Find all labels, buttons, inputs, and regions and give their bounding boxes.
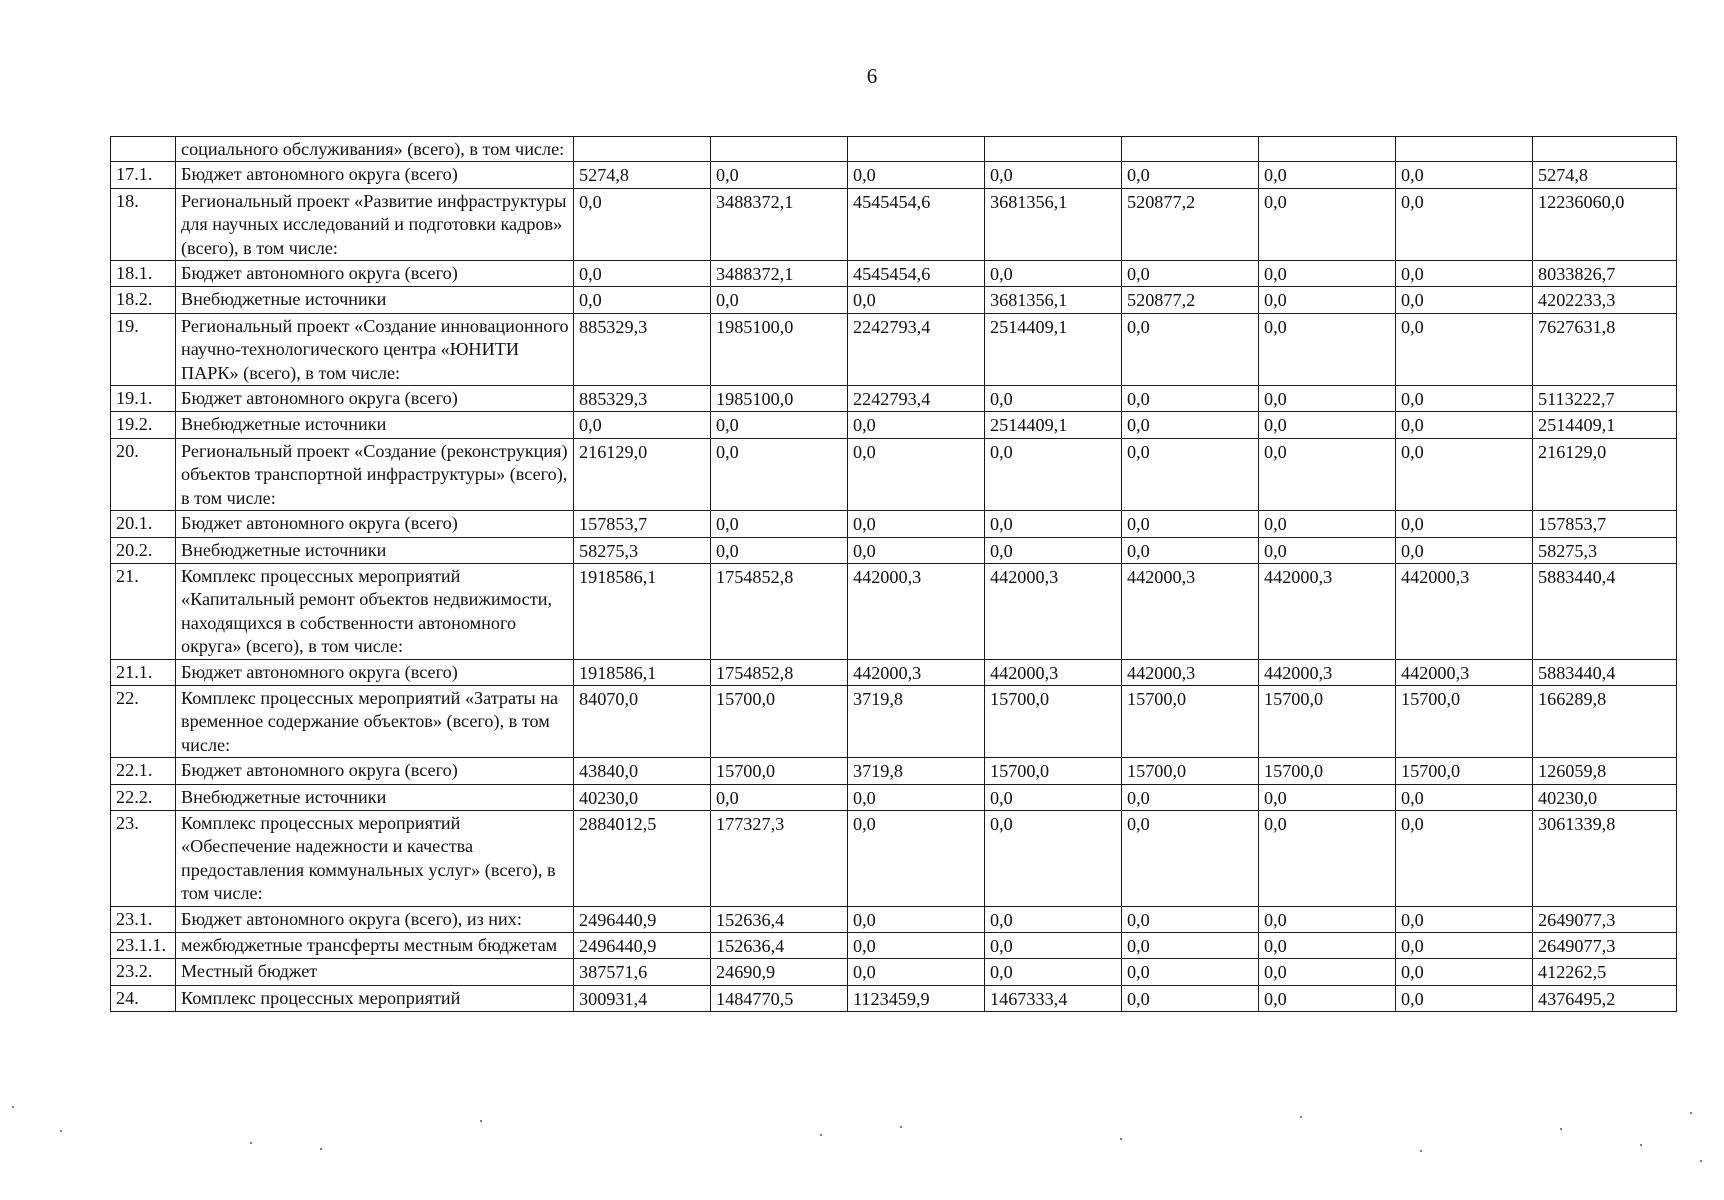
row-total-cell: 58275,3 bbox=[1533, 537, 1677, 563]
table-row bbox=[111, 758, 1677, 784]
table-row bbox=[111, 959, 1677, 985]
row-value-cell: 157853,7 bbox=[574, 511, 711, 537]
row-value-cell: 0,0 bbox=[1396, 386, 1533, 412]
row-total-cell bbox=[1533, 137, 1677, 162]
row-number-cell: 22.2. bbox=[111, 784, 176, 810]
row-value-cell: 0,0 bbox=[1259, 933, 1396, 959]
row-total-cell: 5113222,7 bbox=[1533, 386, 1677, 412]
row-value-cell: 0,0 bbox=[848, 511, 985, 537]
row-value-cell: 0,0 bbox=[711, 287, 848, 313]
row-number-cell: 19.2. bbox=[111, 412, 176, 438]
row-value-cell: 442000,3 bbox=[848, 659, 985, 685]
row-number-cell: 18.2. bbox=[111, 287, 176, 313]
row-name-cell: Бюджет автономного округа (всего) bbox=[176, 386, 574, 412]
table-row bbox=[111, 511, 1677, 537]
row-value-cell: 0,0 bbox=[1122, 985, 1259, 1011]
row-value-cell: 0,0 bbox=[1259, 412, 1396, 438]
row-value-cell bbox=[985, 137, 1122, 162]
row-value-cell: 216129,0 bbox=[574, 438, 711, 510]
row-value-cell: 15700,0 bbox=[711, 758, 848, 784]
row-value-cell: 520877,2 bbox=[1122, 188, 1259, 260]
row-value-cell: 0,0 bbox=[1122, 438, 1259, 510]
row-number-cell: 18. bbox=[111, 188, 176, 260]
row-value-cell: 2496440,9 bbox=[574, 906, 711, 932]
row-value-cell: 2242793,4 bbox=[848, 313, 985, 385]
row-value-cell: 442000,3 bbox=[985, 659, 1122, 685]
row-value-cell: 520877,2 bbox=[1122, 287, 1259, 313]
row-value-cell: 15700,0 bbox=[1396, 685, 1533, 757]
row-name-cell: Внебюджетные источники bbox=[176, 537, 574, 563]
row-value-cell: 0,0 bbox=[711, 438, 848, 510]
row-total-cell: 8033826,7 bbox=[1533, 261, 1677, 287]
row-value-cell: 1985100,0 bbox=[711, 313, 848, 385]
row-name-cell: Внебюджетные источники bbox=[176, 287, 574, 313]
scan-speckle bbox=[60, 1130, 62, 1132]
row-number-cell: 21.1. bbox=[111, 659, 176, 685]
row-value-cell: 0,0 bbox=[1122, 959, 1259, 985]
row-value-cell: 442000,3 bbox=[1259, 563, 1396, 659]
row-value-cell: 1484770,5 bbox=[711, 985, 848, 1011]
row-value-cell: 152636,4 bbox=[711, 933, 848, 959]
row-number-cell: 21. bbox=[111, 563, 176, 659]
table-row bbox=[111, 412, 1677, 438]
row-value-cell: 15700,0 bbox=[1259, 685, 1396, 757]
row-value-cell: 0,0 bbox=[1122, 906, 1259, 932]
row-value-cell: 2496440,9 bbox=[574, 933, 711, 959]
row-value-cell: 1918586,1 bbox=[574, 659, 711, 685]
row-name-cell: Комплекс процессных мероприятий «Капитальный ремонт объектов недвижимости, находящихся в собственности автономного округа» (всего), в том числе: bbox=[176, 563, 574, 659]
row-value-cell: 0,0 bbox=[848, 438, 985, 510]
table-row bbox=[111, 188, 1677, 260]
row-value-cell: 0,0 bbox=[1259, 386, 1396, 412]
row-value-cell: 5274,8 bbox=[574, 162, 711, 188]
table-row bbox=[111, 906, 1677, 932]
row-name-cell: Региональный проект «Создание инновационного научно-технологического центра «ЮНИТИ ПАРК» (всего), в том числе: bbox=[176, 313, 574, 385]
row-value-cell bbox=[574, 137, 711, 162]
row-value-cell: 442000,3 bbox=[1396, 659, 1533, 685]
row-value-cell: 3488372,1 bbox=[711, 261, 848, 287]
table-row bbox=[111, 287, 1677, 313]
row-value-cell: 0,0 bbox=[848, 906, 985, 932]
table-row bbox=[111, 659, 1677, 685]
row-total-cell: 2649077,3 bbox=[1533, 933, 1677, 959]
row-value-cell: 0,0 bbox=[1259, 959, 1396, 985]
row-value-cell: 0,0 bbox=[1259, 537, 1396, 563]
row-name-cell: Бюджет автономного округа (всего) bbox=[176, 162, 574, 188]
row-name-cell: Региональный проект «Развитие инфраструктуры для научных исследований и подготовки кадров» (всего), в том числе: bbox=[176, 188, 574, 260]
row-value-cell bbox=[848, 137, 985, 162]
row-value-cell: 0,0 bbox=[1259, 261, 1396, 287]
row-number-cell: 20.2. bbox=[111, 537, 176, 563]
row-value-cell: 0,0 bbox=[1259, 188, 1396, 260]
row-value-cell: 0,0 bbox=[1259, 162, 1396, 188]
row-value-cell: 15700,0 bbox=[985, 685, 1122, 757]
row-value-cell: 0,0 bbox=[1396, 985, 1533, 1011]
row-value-cell: 0,0 bbox=[985, 810, 1122, 906]
row-value-cell: 0,0 bbox=[848, 412, 985, 438]
row-value-cell: 0,0 bbox=[985, 386, 1122, 412]
row-name-cell: Комплекс процессных мероприятий bbox=[176, 985, 574, 1011]
row-value-cell: 442000,3 bbox=[1122, 659, 1259, 685]
scan-speckle bbox=[1690, 1112, 1692, 1114]
row-value-cell: 0,0 bbox=[985, 933, 1122, 959]
row-total-cell: 2649077,3 bbox=[1533, 906, 1677, 932]
row-number-cell: 23. bbox=[111, 810, 176, 906]
row-value-cell: 0,0 bbox=[985, 438, 1122, 510]
row-value-cell: 0,0 bbox=[1396, 537, 1533, 563]
row-total-cell: 157853,7 bbox=[1533, 511, 1677, 537]
row-number-cell: 18.1. bbox=[111, 261, 176, 287]
row-value-cell: 1918586,1 bbox=[574, 563, 711, 659]
row-value-cell: 0,0 bbox=[985, 784, 1122, 810]
row-number-cell: 20.1. bbox=[111, 511, 176, 537]
row-value-cell: 0,0 bbox=[574, 261, 711, 287]
row-value-cell: 0,0 bbox=[1122, 162, 1259, 188]
row-value-cell: 58275,3 bbox=[574, 537, 711, 563]
table-row bbox=[111, 137, 1677, 162]
budget-table bbox=[110, 136, 1677, 1012]
row-value-cell: 300931,4 bbox=[574, 985, 711, 1011]
row-value-cell: 0,0 bbox=[1396, 784, 1533, 810]
table-row bbox=[111, 162, 1677, 188]
row-value-cell: 0,0 bbox=[985, 906, 1122, 932]
row-value-cell: 0,0 bbox=[1396, 287, 1533, 313]
row-number-cell: 19.1. bbox=[111, 386, 176, 412]
row-total-cell: 4202233,3 bbox=[1533, 287, 1677, 313]
row-value-cell: 2884012,5 bbox=[574, 810, 711, 906]
row-total-cell: 412262,5 bbox=[1533, 959, 1677, 985]
row-total-cell: 3061339,8 bbox=[1533, 810, 1677, 906]
row-name-cell: социального обслуживания» (всего), в том числе: bbox=[176, 137, 574, 162]
page-number: 6 bbox=[866, 64, 878, 88]
row-value-cell: 0,0 bbox=[1396, 313, 1533, 385]
row-value-cell: 0,0 bbox=[848, 933, 985, 959]
table-row bbox=[111, 537, 1677, 563]
row-value-cell: 0,0 bbox=[1396, 188, 1533, 260]
row-value-cell: 40230,0 bbox=[574, 784, 711, 810]
row-value-cell: 0,0 bbox=[848, 810, 985, 906]
row-value-cell: 15700,0 bbox=[1122, 685, 1259, 757]
row-number-cell: 17.1. bbox=[111, 162, 176, 188]
row-value-cell: 0,0 bbox=[985, 511, 1122, 537]
row-value-cell: 0,0 bbox=[711, 511, 848, 537]
row-value-cell: 0,0 bbox=[711, 412, 848, 438]
row-value-cell: 0,0 bbox=[985, 537, 1122, 563]
budget-table-container bbox=[110, 136, 1676, 1012]
row-value-cell: 152636,4 bbox=[711, 906, 848, 932]
row-value-cell: 0,0 bbox=[848, 959, 985, 985]
row-value-cell: 0,0 bbox=[711, 537, 848, 563]
row-name-cell: Региональный проект «Создание (реконструкция) объектов транспортной инфраструктуры» (всего), в том числе: bbox=[176, 438, 574, 510]
row-value-cell: 0,0 bbox=[574, 412, 711, 438]
table-row bbox=[111, 386, 1677, 412]
row-value-cell: 0,0 bbox=[1122, 784, 1259, 810]
row-value-cell: 0,0 bbox=[985, 261, 1122, 287]
row-value-cell: 1467333,4 bbox=[985, 985, 1122, 1011]
row-value-cell bbox=[1396, 137, 1533, 162]
row-value-cell: 0,0 bbox=[1259, 810, 1396, 906]
row-value-cell: 0,0 bbox=[1122, 386, 1259, 412]
row-value-cell: 442000,3 bbox=[1122, 563, 1259, 659]
row-value-cell: 15700,0 bbox=[1122, 758, 1259, 784]
scan-speckle bbox=[1640, 1144, 1642, 1146]
scan-speckle bbox=[1120, 1138, 1122, 1140]
row-value-cell: 0,0 bbox=[1259, 438, 1396, 510]
table-row bbox=[111, 933, 1677, 959]
scan-speckle bbox=[1300, 1116, 1302, 1118]
row-value-cell: 885329,3 bbox=[574, 313, 711, 385]
row-value-cell: 0,0 bbox=[1259, 985, 1396, 1011]
row-total-cell: 216129,0 bbox=[1533, 438, 1677, 510]
table-row bbox=[111, 261, 1677, 287]
row-value-cell: 0,0 bbox=[1122, 933, 1259, 959]
row-name-cell: межбюджетные трансферты местным бюджетам bbox=[176, 933, 574, 959]
row-value-cell: 0,0 bbox=[1259, 906, 1396, 932]
row-value-cell: 0,0 bbox=[1396, 261, 1533, 287]
row-value-cell: 0,0 bbox=[574, 188, 711, 260]
row-value-cell: 0,0 bbox=[1259, 784, 1396, 810]
scan-speckle bbox=[1560, 1128, 1562, 1130]
row-name-cell: Бюджет автономного округа (всего) bbox=[176, 659, 574, 685]
row-value-cell: 1123459,9 bbox=[848, 985, 985, 1011]
table-row bbox=[111, 985, 1677, 1011]
row-value-cell: 442000,3 bbox=[848, 563, 985, 659]
scan-speckle bbox=[900, 1126, 902, 1128]
row-total-cell: 5883440,4 bbox=[1533, 659, 1677, 685]
row-value-cell: 0,0 bbox=[1396, 906, 1533, 932]
row-value-cell: 3719,8 bbox=[848, 685, 985, 757]
row-value-cell: 15700,0 bbox=[985, 758, 1122, 784]
row-value-cell bbox=[1122, 137, 1259, 162]
table-row bbox=[111, 685, 1677, 757]
scan-speckle bbox=[250, 1142, 252, 1144]
row-name-cell: Местный бюджет bbox=[176, 959, 574, 985]
table-row bbox=[111, 563, 1677, 659]
scan-speckle bbox=[1420, 1150, 1422, 1152]
scan-speckle bbox=[320, 1148, 322, 1150]
row-value-cell: 0,0 bbox=[1259, 511, 1396, 537]
row-value-cell: 15700,0 bbox=[1259, 758, 1396, 784]
row-value-cell: 43840,0 bbox=[574, 758, 711, 784]
row-value-cell: 0,0 bbox=[1122, 261, 1259, 287]
row-value-cell bbox=[711, 137, 848, 162]
row-name-cell: Бюджет автономного округа (всего) bbox=[176, 758, 574, 784]
table-row bbox=[111, 810, 1677, 906]
scan-noise bbox=[0, 1090, 1724, 1200]
scan-speckle bbox=[1700, 1160, 1702, 1162]
scan-speckle bbox=[12, 1106, 14, 1108]
row-value-cell: 442000,3 bbox=[985, 563, 1122, 659]
row-value-cell: 2514409,1 bbox=[985, 313, 1122, 385]
row-value-cell: 84070,0 bbox=[574, 685, 711, 757]
row-value-cell: 15700,0 bbox=[1396, 758, 1533, 784]
row-value-cell: 177327,3 bbox=[711, 810, 848, 906]
row-total-cell: 7627631,8 bbox=[1533, 313, 1677, 385]
row-value-cell: 0,0 bbox=[711, 162, 848, 188]
row-total-cell: 4376495,2 bbox=[1533, 985, 1677, 1011]
row-value-cell: 4545454,6 bbox=[848, 188, 985, 260]
row-name-cell: Бюджет автономного округа (всего) bbox=[176, 511, 574, 537]
row-value-cell: 0,0 bbox=[1122, 511, 1259, 537]
row-value-cell: 3681356,1 bbox=[985, 287, 1122, 313]
row-value-cell: 2514409,1 bbox=[985, 412, 1122, 438]
row-total-cell: 12236060,0 bbox=[1533, 188, 1677, 260]
row-value-cell: 1985100,0 bbox=[711, 386, 848, 412]
row-value-cell: 0,0 bbox=[1396, 511, 1533, 537]
row-value-cell: 4545454,6 bbox=[848, 261, 985, 287]
row-value-cell: 0,0 bbox=[1122, 810, 1259, 906]
row-value-cell: 0,0 bbox=[848, 537, 985, 563]
row-value-cell: 885329,3 bbox=[574, 386, 711, 412]
row-value-cell: 0,0 bbox=[985, 959, 1122, 985]
row-total-cell: 126059,8 bbox=[1533, 758, 1677, 784]
row-value-cell: 0,0 bbox=[1396, 162, 1533, 188]
row-name-cell: Внебюджетные источники bbox=[176, 412, 574, 438]
row-value-cell: 0,0 bbox=[1396, 959, 1533, 985]
row-value-cell: 0,0 bbox=[1396, 933, 1533, 959]
row-number-cell: 22.1. bbox=[111, 758, 176, 784]
row-value-cell: 1754852,8 bbox=[711, 659, 848, 685]
row-number-cell: 23.1.1. bbox=[111, 933, 176, 959]
row-value-cell: 0,0 bbox=[1259, 313, 1396, 385]
row-total-cell: 5883440,4 bbox=[1533, 563, 1677, 659]
row-name-cell: Бюджет автономного округа (всего) bbox=[176, 261, 574, 287]
row-number-cell: 23.2. bbox=[111, 959, 176, 985]
row-value-cell: 15700,0 bbox=[711, 685, 848, 757]
row-total-cell: 5274,8 bbox=[1533, 162, 1677, 188]
row-value-cell: 442000,3 bbox=[1396, 563, 1533, 659]
row-value-cell: 0,0 bbox=[1259, 287, 1396, 313]
row-value-cell bbox=[1259, 137, 1396, 162]
row-number-cell: 23.1. bbox=[111, 906, 176, 932]
row-value-cell: 0,0 bbox=[574, 287, 711, 313]
row-name-cell: Внебюджетные источники bbox=[176, 784, 574, 810]
row-value-cell: 2242793,4 bbox=[848, 386, 985, 412]
row-value-cell: 0,0 bbox=[848, 162, 985, 188]
budget-table-body bbox=[111, 137, 1677, 1012]
table-row bbox=[111, 784, 1677, 810]
row-name-cell: Комплекс процессных мероприятий «Обеспечение надежности и качества предоставления коммунальных услуг» (всего), в том числе: bbox=[176, 810, 574, 906]
row-number-cell: 22. bbox=[111, 685, 176, 757]
row-value-cell: 0,0 bbox=[1122, 537, 1259, 563]
row-number-cell: 20. bbox=[111, 438, 176, 510]
row-number-cell: 19. bbox=[111, 313, 176, 385]
table-row bbox=[111, 313, 1677, 385]
row-value-cell: 3719,8 bbox=[848, 758, 985, 784]
row-value-cell: 0,0 bbox=[1396, 810, 1533, 906]
row-value-cell: 442000,3 bbox=[1259, 659, 1396, 685]
row-value-cell: 0,0 bbox=[1396, 438, 1533, 510]
row-value-cell: 387571,6 bbox=[574, 959, 711, 985]
row-value-cell: 0,0 bbox=[1122, 313, 1259, 385]
row-value-cell: 0,0 bbox=[1396, 412, 1533, 438]
row-name-cell: Комплекс процессных мероприятий «Затраты на временное содержание объектов» (всего), в том числе: bbox=[176, 685, 574, 757]
row-total-cell: 2514409,1 bbox=[1533, 412, 1677, 438]
scan-speckle bbox=[820, 1134, 822, 1136]
scan-speckle bbox=[480, 1120, 482, 1122]
row-value-cell: 0,0 bbox=[848, 287, 985, 313]
row-value-cell: 0,0 bbox=[848, 784, 985, 810]
row-total-cell: 166289,8 bbox=[1533, 685, 1677, 757]
row-number-cell: 24. bbox=[111, 985, 176, 1011]
row-value-cell: 24690,9 bbox=[711, 959, 848, 985]
row-value-cell: 3488372,1 bbox=[711, 188, 848, 260]
row-value-cell: 0,0 bbox=[711, 784, 848, 810]
row-value-cell: 0,0 bbox=[985, 162, 1122, 188]
row-number-cell bbox=[111, 137, 176, 162]
row-total-cell: 40230,0 bbox=[1533, 784, 1677, 810]
row-value-cell: 1754852,8 bbox=[711, 563, 848, 659]
row-name-cell: Бюджет автономного округа (всего), из них: bbox=[176, 906, 574, 932]
row-value-cell: 0,0 bbox=[1122, 412, 1259, 438]
table-row bbox=[111, 438, 1677, 510]
row-value-cell: 3681356,1 bbox=[985, 188, 1122, 260]
